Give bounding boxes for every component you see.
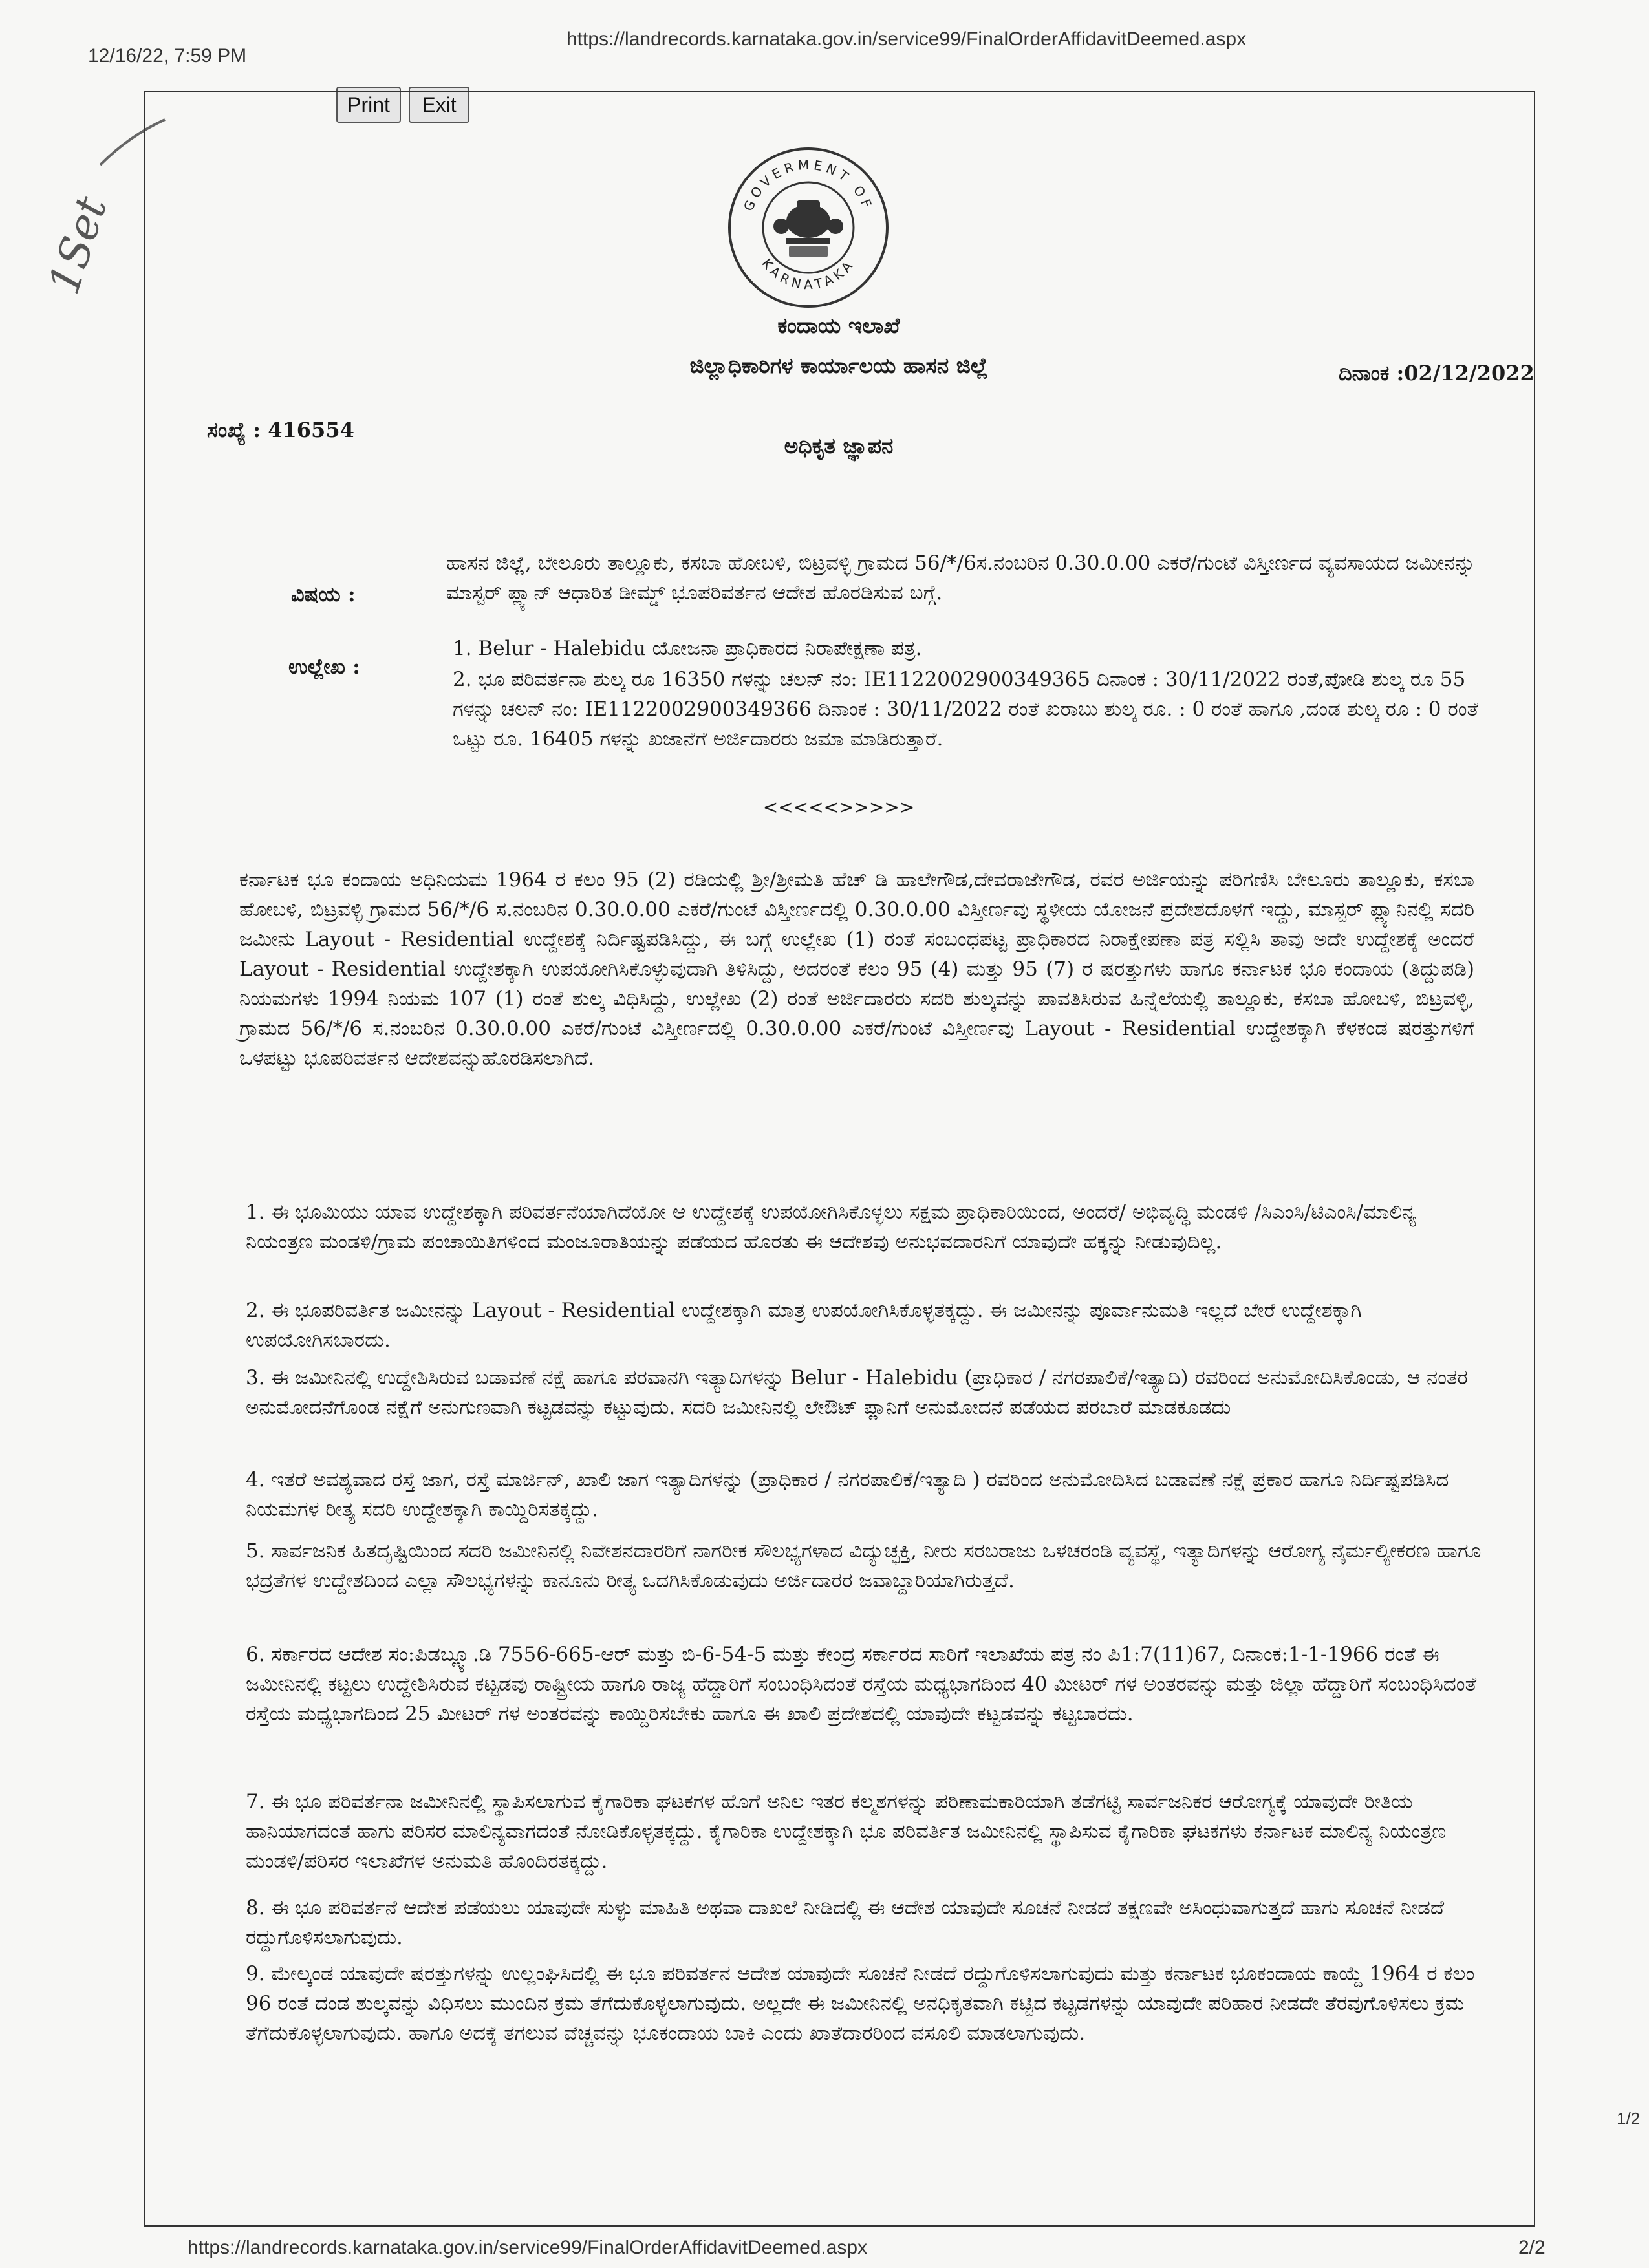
- order-number: ಸಂಖ್ಯೆ : 416554: [207, 418, 354, 442]
- page-number: 2/2: [1518, 2237, 1546, 2258]
- svg-text:KARNATAKA: [759, 255, 857, 292]
- seal-bottom-text: KARNATAKA: [759, 255, 858, 293]
- page-url-header: https://landrecords.karnataka.gov.in/service99/FinalOrderAffidavitDeemed.aspx: [566, 28, 1247, 50]
- section-separator: <<<<<>>>>>: [762, 797, 915, 818]
- office-heading: ಜಿಲ್ಲಾಧಿಕಾರಿಗಳ ಕಾರ್ಯಾಲಯ ಹಾಸನ ಜಿಲ್ಲೆ: [689, 353, 988, 378]
- subject-text: ಹಾಸನ ಜಿಲ್ಲೆ, ಬೇಲೂರು ತಾಲ್ಲೂಕು, ಕಸಬಾ ಹೋಬಳಿ, ಬಿಟ್ರವಳ್ಳಿ ಗ್ರಾಮದ 56/*/6ಸ.ನಂಬರಿನ 0.30.0.00 ಎಕರೆ/ಗುಂಟೆ ವಿಸ್ತೀರ್ಣದ ವ್ಯವಸಾಯದ ಜಮೀನನ್ನು ಮಾಸ್ಟರ್ ಪ್ಲ್ಯಾನ್ ಆಧಾರಿತ ಡೀಮ್ಡ್ ಭೂಪರಿವರ್ತನ ಆದೇಶ ಹೊರಡಿಸುವ ಬಗ್ಗೆ.: [446, 551, 1476, 604]
- condition-item: 5. ಸಾರ್ವಜನಿಕ ಹಿತದೃಷ್ಟಿಯಿಂದ ಸದರಿ ಜಮೀನಿನಲ್ಲಿ ನಿವೇಶನದಾರರಿಗೆ ನಾಗರೀಕ ಸೌಲಭ್ಯಗಳಾದ ವಿದ್ಯುಚ್ಛಕ್ತಿ, ನೀರು ಸರಬರಾಜು ಒಳಚರಂಡಿ ವ್ಯವಸ್ಥೆ, ಇತ್ಯಾದಿಗಳನ್ನು ಆರೋಗ್ಯ ನೈರ್ಮಲ್ಯೀಕರಣ ಹಾಗೂ ಭದ್ರತೆಗಳ ಉದ್ದೇಶದಿಂದ ಎಲ್ಲಾ ಸೌಲಭ್ಯಗಳನ್ನು ಕಾನೂನು ರೀತ್ಯ ಒದಗಿಸಿಕೊಡುವುದು ಅರ್ಜಿದಾರರ ಜವಾಬ್ದಾರಿಯಾಗಿರುತ್ತದೆ.: [246, 1539, 1482, 1592]
- condition-item: 7. ಈ ಭೂ ಪರಿವರ್ತನಾ ಜಮೀನಿನಲ್ಲಿ ಸ್ಥಾಪಿಸಲಾಗುವ ಕೈಗಾರಿಕಾ ಘಟಕಗಳ ಹೊಗೆ ಅನಿಲ ಇತರ ಕಲ್ಮಶಗಳನ್ನು ಪರಿಣಾಮಕಾರಿಯಾಗಿ ತಡೆಗಟ್ಟಿ ಸಾರ್ವಜನಿಕರ ಆರೋಗ್ಯಕ್ಕೆ ಯಾವುದೇ ರೀತಿಯ ಹಾನಿಯಾಗದಂತೆ ಹಾಗು ಪರಿಸರ ಮಾಲಿನ್ಯವಾಗದಂತೆ ನೋಡಿಕೊಳ್ಳತಕ್ಕದ್ದು. ಕೈಗಾರಿಕಾ ಉದ್ದೇಶಕ್ಕಾಗಿ ಭೂ ಪರಿವರ್ತಿತ ಜಮೀನಿನಲ್ಲಿ ಸ್ಥಾಪಿಸುವ ಕೈಗಾರಿಕಾ ಘಟಕಗಳು ಕರ್ನಾಟಕ ಮಾಲಿನ್ಯ ನಿಯಂತ್ರಣ ಮಂಡಳಿ/ಪರಿಸರ ಇಲಾಖೆಗಳ ಅನುಮತಿ ಹೊಂದಿರತಕ್ಕದ್ದು.: [246, 1790, 1447, 1873]
- condition-item: 4. ಇತರೆ ಅವಶ್ಯವಾದ ರಸ್ತೆ ಜಾಗ, ರಸ್ತೆ ಮಾರ್ಜಿನ್, ಖಾಲಿ ಜಾಗ ಇತ್ಯಾದಿಗಳನ್ನು (ಪ್ರಾಧಿಕಾರ / ನಗರಪಾಲಿಕೆ/ಇತ್ಯಾದಿ ) ರವರಿಂದ ಅನುಮೋದಿಸಿದ ಬಡಾವಣೆ ನಕ್ಷೆ ಪ್ರಕಾರ ಹಾಗೂ ನಿರ್ದಿಷ್ಟಪಡಿಸಿದ ನಿಯಮಗಳ ರೀತ್ಯ ಸದರಿ ಉದ್ದೇಶಕ್ಕಾಗಿ ಕಾಯ್ದಿರಿಸತಕ್ಕದ್ದು.: [246, 1468, 1449, 1521]
- document-title: ಅಧಿಕೃತ ಜ್ಞಾಪನ: [784, 433, 894, 458]
- preamble-paragraph: ಕರ್ನಾಟಕ ಭೂ ಕಂದಾಯ ಅಧಿನಿಯಮ 1964 ರ ಕಲಂ 95 (2) ರಡಿಯಲ್ಲಿ ಶ್ರೀ/ಶ್ರೀಮತಿ ಹೆಚ್ ಡಿ ಹಾಲೇಗೌಡ,ದೇವರಾಜೇಗೌಡ, ರವರ ಅರ್ಜಿಯನ್ನು ಪರಿಗಣಿಸಿ ಬೇಲೂರು ತಾಲ್ಲೂಕು, ಕಸಬಾ ಹೋಬಳಿ, ಬಿಟ್ರವಳ್ಳಿ ಗ್ರಾಮದ 56/*/6 ಸ.ನಂಬರಿನ 0.30.0.00 ಎಕರೆ/ಗುಂಟೆ ವಿಸ್ತೀರ್ಣದಲ್ಲಿ 0.30.0.00 ವಿಸ್ತೀರ್ಣವು ಸ್ಥಳೀಯ ಯೋಜನೆ ಪ್ರದೇಶದೊಳಗೆ ಇದ್ದು, ಮಾಸ್ಟರ್ ಪ್ಲ್ಯಾನಿನಲ್ಲಿ ಸದರಿ ಜಮೀನು Layout - Residential ಉದ್ದೇಶಕ್ಕೆ ನಿರ್ದಿಷ್ಟಪಡಿಸಿದ್ದು, ಈ ಬಗ್ಗೆ ಉಲ್ಲೇಖ (1) ರಂತೆ ಸಂಬಂಧಪಟ್ಟ ಪ್ರಾಧಿಕಾರದ ನಿರಾಕ್ಷೇಪಣಾ ಪತ್ರ ಸಲ್ಲಿಸಿ ತಾವು ಅದೇ ಉದ್ದೇಶಕ್ಕೆ ಅಂದರೆ Layout - Residential ಉದ್ದೇಶಕ್ಕಾಗಿ ಉಪಯೋಗಿಸಿಕೊಳ್ಳುವುದಾಗಿ ತಿಳಿಸಿದ್ದು, ಅದರಂತೆ ಕಲಂ 95 (4) ಮತ್ತು 95 (7) ರ ಷರತ್ತುಗಳು ಹಾಗೂ ಕರ್ನಾಟಕ ಭೂ ಕಂದಾಯ (ತಿದ್ದುಪಡಿ) ನಿಯಮಗಳು 1994 ನಿಯಮ 107 (1) ರಂತೆ ಶುಲ್ಕ ವಿಧಿಸಿದ್ದು, ಉಲ್ಲೇಖ (2) ರಂತೆ ಅರ್ಜಿದಾರರು ಸದರಿ ಶುಲ್ಕವನ್ನು ಪಾವತಿಸಿರುವ ಹಿನ್ನೆಲೆಯಲ್ಲಿ ತಾಲ್ಲೂಕು, ಕಸಬಾ ಹೋಬಳಿ, ಬಿಟ್ರವಳ್ಳಿ, ಗ್ರಾಮದ 56/*/6 ಸ.ನಂಬರಿನ 0.30.0.00 ಎಕರೆ/ಗುಂಟೆ ವಿಸ್ತೀರ್ಣದಲ್ಲಿ 0.30.0.00 ಎಕರೆ/ಗುಂಟೆ ವಿಸ್ತೀರ್ಣವು Layout - Residential ಉದ್ದೇಶಕ್ಕಾಗಿ ಕೆಳಕಂಡ ಷರತ್ತುಗಳಿಗೆ ಒಳಪಟ್ಟು ಭೂಪರಿವರ್ತನ ಆದೇಶವನ್ನುಹೊರಡಿಸಲಾಗಿದೆ.: [239, 868, 1474, 1070]
- subject-label: ವಿಷಯ :: [291, 582, 356, 606]
- government-seal-icon: [724, 144, 892, 312]
- condition-item: 2. ಈ ಭೂಪರಿವರ್ತಿತ ಜಮೀನನ್ನು Layout - Residential ಉದ್ದೇಶಕ್ಕಾಗಿ ಮಾತ್ರ ಉಪಯೋಗಿಸಿಕೊಳ್ಳತಕ್ಕದ್ದು. ಈ ಜಮೀನನ್ನು ಪೂರ್ವಾನುಮತಿ ಇಲ್ಲದೆ ಬೇರೆ ಉದ್ದೇಶಕ್ಕಾಗಿ ಉಪಯೋಗಿಸಬಾರದು.: [246, 1299, 1362, 1352]
- reference-2: 2. ಭೂ ಪರಿವರ್ತನಾ ಶುಲ್ಕ ರೂ 16350 ಗಳನ್ನು ಚಲನ್ ನಂ: IE1122002900349365 ದಿನಾಂಕ : 30/11/2022 ರಂತೆ,ಪೋಡಿ ಶುಲ್ಕ ರೂ 55 ಗಳನ್ನು ಚಲನ್ ನಂ: IE1122002900349366 ದಿನಾಂಕ : 30/11/2022 ರಂತೆ ಖರಾಬು ಶುಲ್ಕ ರೂ. : 0 ರಂತೆ ಹಾಗೂ ,ದಂಡ ಶುಲ್ಕ ರೂ : 0 ರಂತೆ ಒಟ್ಟು ರೂ. 16405 ಗಳನ್ನು ಖಜಾನೆಗೆ ಅರ್ಜಿದಾರರು ಜಮಾ ಮಾಡಿರುತ್ತಾರೆ.: [453, 668, 1479, 751]
- handwritten-note: 1Set: [39, 190, 117, 300]
- exit-button[interactable]: Exit: [409, 87, 469, 123]
- reference-1: 1. Belur - Halebidu ಯೋಜನಾ ಪ್ರಾಧಿಕಾರದ ನಿರಾಪೇಕ್ಷಣಾ ಪತ್ರ.: [453, 637, 922, 660]
- reference-label: ಉಲ್ಲೇಖ :: [288, 654, 360, 679]
- department-heading: ಕಂದಾಯ ಇಲಾಖೆ: [777, 313, 900, 338]
- side-page-number: 1/2: [1617, 2109, 1641, 2128]
- page-url-footer: https://landrecords.karnataka.gov.in/service99/FinalOrderAffidavitDeemed.aspx: [188, 2237, 868, 2258]
- condition-item: 1. ಈ ಭೂಮಿಯು ಯಾವ ಉದ್ದೇಶಕ್ಕಾಗಿ ಪರಿವರ್ತನೆಯಾಗಿದೆಯೋ ಆ ಉದ್ದೇಶಕ್ಕೆ ಉಪಯೋಗಿಸಿಕೊಳ್ಳಲು ಸಕ್ಷಮ ಪ್ರಾಧಿಕಾರಿಯಿಂದ, ಅಂದರೆ/ ಅಭಿವೃದ್ಧಿ ಮಂಡಳಿ /ಸಿಎಂಸಿ/ಟಿಎಂಸಿ/ಮಾಲಿನ್ಯ ನಿಯಂತ್ರಣ ಮಂಡಳಿ/ಗ್ರಾಮ ಪಂಚಾಯಿತಿಗಳಿಂದ ಮಂಜೂರಾತಿಯನ್ನು ಪಡೆಯದ ಹೊರತು ಈ ಆದೇಶವು ಅನುಭವದಾರನಿಗೆ ಯಾವುದೇ ಹಕ್ಕನ್ನು ನೀಡುವುದಿಲ್ಲ.: [246, 1201, 1416, 1254]
- seal-top-text: GOVERMENT OF: [740, 156, 876, 213]
- print-timestamp: 12/16/22, 7:59 PM: [88, 45, 247, 67]
- condition-item: 9. ಮೇಲ್ಕಂಡ ಯಾವುದೇ ಷರತ್ತುಗಳನ್ನು ಉಲ್ಲಂಘಿಸಿದಲ್ಲಿ ಈ ಭೂ ಪರಿವರ್ತನ ಆದೇಶ ಯಾವುದೇ ಸೂಚನೆ ನೀಡದೆ ರದ್ದುಗೊಳಿಸಲಾಗುವುದು ಮತ್ತು ಕರ್ನಾಟಕ ಭೂಕಂದಾಯ ಕಾಯ್ದೆ 1964 ರ ಕಲಂ 96 ರಂತೆ ದಂಡ ಶುಲ್ಕವನ್ನು ವಿಧಿಸಲು ಮುಂದಿನ ಕ್ರಮ ತೆಗೆದುಕೊಳ್ಳಲಾಗುವುದು. ಅಲ್ಲದೇ ಈ ಜಮೀನಿನಲ್ಲಿ ಅನಧಿಕೃತವಾಗಿ ಕಟ್ಟಿದ ಕಟ್ಟಡಗಳನ್ನು ಯಾವುದೇ ಪರಿಹಾರ ನೀಡದೇ ತೆರವುಗೊಳಿಸಲು ಕ್ರಮ ತೆಗೆದುಕೊಳ್ಳಲಾಗುವುದು. ಹಾಗೂ ಅದಕ್ಕೆ ತಗಲುವ ವೆಚ್ಚವನ್ನು ಭೂಕಂದಾಯ ಬಾಕಿ ಎಂದು ಖಾತೆದಾರರಿಂದ ವಸೂಲಿ ಮಾಡಲಾಗುವುದು.: [246, 1962, 1475, 2045]
- print-button[interactable]: Print: [336, 87, 401, 123]
- condition-item: 8. ಈ ಭೂ ಪರಿವರ್ತನೆ ಆದೇಶ ಪಡೆಯಲು ಯಾವುದೇ ಸುಳ್ಳು ಮಾಹಿತಿ ಅಥವಾ ದಾಖಲೆ ನೀಡಿದಲ್ಲಿ ಈ ಆದೇಶ ಯಾವುದೇ ಸೂಚನೆ ನೀಡದೆ ತಕ್ಷಣವೇ ಅಸಿಂಧುವಾಗುತ್ತದೆ ಹಾಗು ಸೂಚನೆ ನೀಡದೆ ರದ್ದುಗೊಳಿಸಲಾಗುವುದು.: [246, 1896, 1445, 1949]
- order-date: ದಿನಾಂಕ :02/12/2022: [1339, 361, 1535, 385]
- condition-item: 3. ಈ ಜಮೀನಿನಲ್ಲಿ ಉದ್ದೇಶಿಸಿರುವ ಬಡಾವಣೆ ನಕ್ಷೆ ಹಾಗೂ ಪರವಾನಗಿ ಇತ್ಯಾದಿಗಳನ್ನು Belur - Halebidu (ಪ್ರಾಧಿಕಾರ / ನಗರಪಾಲಿಕೆ/ಇತ್ಯಾದಿ) ರವರಿಂದ ಅನುಮೋದಿಸಿಕೊಂಡು, ಆ ನಂತರ ಅನುಮೋದನೆಗೊಂಡ ನಕ್ಷೆಗೆ ಅನುಗುಣವಾಗಿ ಕಟ್ಟಡವನ್ನು ಕಟ್ಟುವುದು. ಸದರಿ ಜಮೀನಿನಲ್ಲಿ ಲೇಔಟ್ ಪ್ಲಾನಿಗೆ ಅನುಮೋದನೆ ಪಡೆಯದ ಪರಬಾರೆ ಮಾಡಕೂಡದು: [246, 1366, 1468, 1419]
- condition-item: 6. ಸರ್ಕಾರದ ಆದೇಶ ಸಂ:ಪಿಡಬ್ಲ್ಯೂ.ಡಿ 7556-665-ಆರ್ ಮತ್ತು ಬಿ-6-54-5 ಮತ್ತು ಕೇಂದ್ರ ಸರ್ಕಾರದ ಸಾರಿಗೆ ಇಲಾಖೆಯ ಪತ್ರ ನಂ ಪಿ1:7(11)67, ದಿನಾಂಕ:1-1-1966 ರಂತೆ ಈ ಜಮೀನಿನಲ್ಲಿ ಕಟ್ಟಲು ಉದ್ದೇಶಿಸಿರುವ ಕಟ್ಟಡವು ರಾಷ್ಟ್ರೀಯ ಹಾಗೂ ರಾಜ್ಯ ಹೆದ್ದಾರಿಗೆ ಸಂಬಂಧಿಸಿದಂತೆ ರಸ್ತೆಯ ಮಧ್ಯಭಾಗದಿಂದ 40 ಮೀಟರ್ ಗಳ ಅಂತರವನ್ನು ಮತ್ತು ಜಿಲ್ಲಾ ಹೆದ್ದಾರಿಗೆ ಸಂಬಂಧಿಸಿದಂತೆ ರಸ್ತೆಯ ಮಧ್ಯಭಾಗದಿಂದ 25 ಮೀಟರ್ ಗಳ ಅಂತರವನ್ನು ಕಾಯ್ದಿರಿಸಬೇಕು ಹಾಗೂ ಈ ಖಾಲಿ ಪ್ರದೇಶದಲ್ಲಿ ಯಾವುದೇ ಕಟ್ಟಡವನ್ನು ಕಟ್ಟಬಾರದು.: [246, 1643, 1477, 1726]
